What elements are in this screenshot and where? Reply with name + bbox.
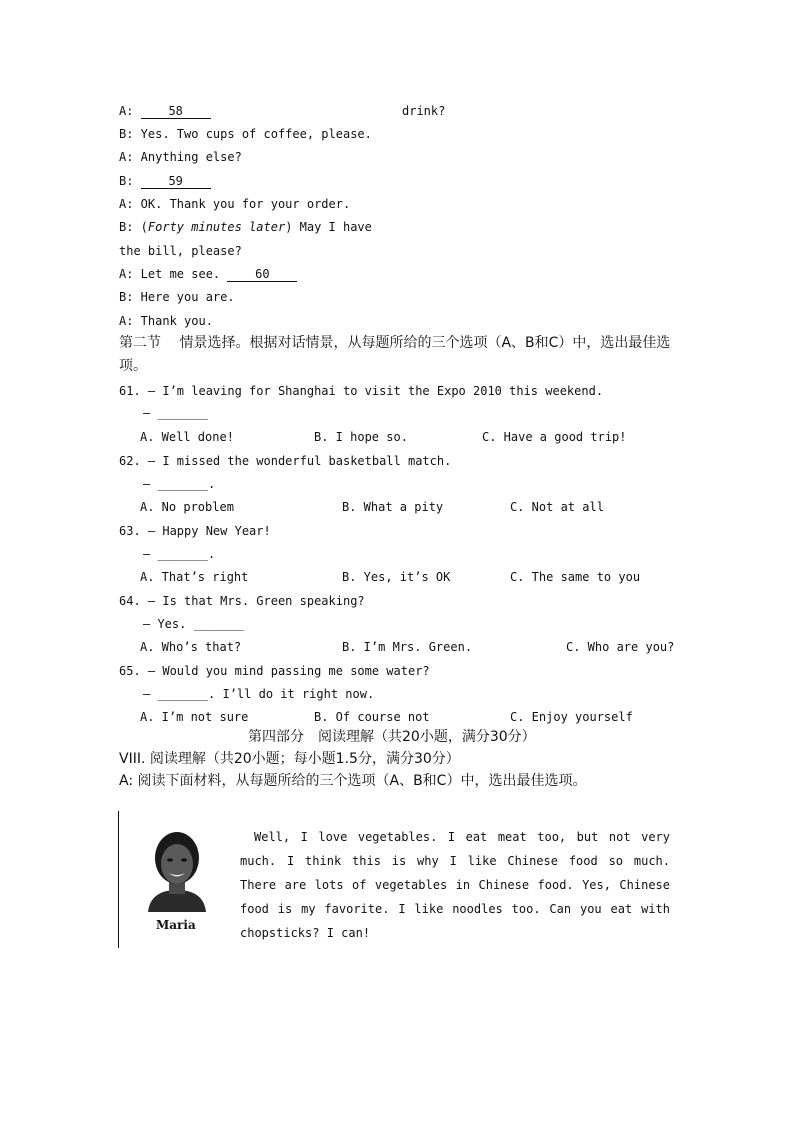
answer-blank-60: 60	[227, 267, 297, 282]
option-a: A. That’s right	[140, 570, 249, 584]
reading-passage: Well, I love vegetables. I eat meat too, but not very much. I think this is why I like Chinese food so much. There are lots of vegetables in Chinese food. Yes, Chinese food is my favorite. I like noodles too. Can you eat with chopsticks? I can!	[240, 830, 670, 940]
option-c: C. Have a good trip!	[482, 430, 627, 444]
dialogue-line: B: Yes. Two cups of coffee, please.	[119, 127, 372, 141]
dialogue-line: B: Here you are.	[119, 290, 235, 304]
section-heading: VIII. 阅读理解（共20小题；每小题1.5分，满分30分）	[119, 751, 460, 767]
section-title: 第二节 情景选择。根据对话情景，从每题所给的三个选项（A、B和C）中，选出最佳选	[119, 335, 671, 351]
dialogue-line: B: (Forty minutes later) May I have	[119, 220, 372, 234]
option-b: B. What a pity	[342, 500, 444, 514]
dialogue-drink: drink?	[402, 104, 446, 118]
dialogue-line-59: B: 59	[119, 173, 211, 189]
question-stem: 61. — I’m leaving for Shanghai to visit the Expo 2010 this weekend.	[119, 384, 604, 398]
question-stem: 62. — I missed the wonderful basketball match.	[119, 454, 452, 468]
photo-caption: Maria	[156, 918, 196, 932]
option-b: B. Of course not	[314, 710, 430, 724]
question-reply: — _______.	[143, 547, 216, 561]
option-c: C. Not at all	[510, 500, 604, 514]
dialogue-line-60: A: Let me see. 60	[119, 266, 297, 282]
dialogue-line: A: Anything else?	[119, 150, 242, 164]
option-a: A. Well done!	[140, 430, 234, 444]
answer-blank-59: 59	[141, 174, 211, 189]
reading-instruction: A: 阅读下面材料，从每题所给的三个选项（A、B和C）中，选出最佳选项。	[119, 773, 587, 789]
option-a: A. Who’s that?	[140, 640, 242, 654]
option-b: B. I’m Mrs. Green.	[342, 640, 473, 654]
question-reply: — Yes. _______	[143, 617, 245, 631]
option-b: B. Yes, it’s OK	[342, 570, 451, 584]
question-stem: 65. — Would you mind passing me some water?	[119, 664, 430, 678]
dialogue-line-58: A: 58 drink?	[119, 104, 446, 118]
answer-blank-58: 58	[141, 104, 211, 119]
option-c: C. Who are you?	[566, 640, 675, 654]
dialogue-line: A: Thank you.	[119, 314, 213, 328]
left-rule	[118, 811, 119, 948]
section-title-cont: 项。	[119, 358, 147, 374]
question-reply: — _______.	[143, 477, 216, 491]
question-stem: 64. — Is that Mrs. Green speaking?	[119, 594, 365, 608]
option-c: C. Enjoy yourself	[510, 710, 633, 724]
option-c: C. The same to you	[510, 570, 641, 584]
maria-portrait	[144, 828, 210, 912]
option-a: A. I’m not sure	[140, 710, 249, 724]
question-reply: — _______	[143, 406, 209, 420]
option-b: B. I hope so.	[314, 430, 408, 444]
dialogue-line: A: OK. Thank you for your order.	[119, 197, 351, 211]
part-heading: 第四部分 阅读理解（共20小题，满分30分）	[248, 729, 536, 745]
option-a: A. No problem	[140, 500, 234, 514]
question-stem: 63. — Happy New Year!	[119, 524, 271, 538]
dialogue-line: the bill, please?	[119, 244, 242, 258]
question-reply: — _______. I’ll do it right now.	[143, 687, 375, 701]
